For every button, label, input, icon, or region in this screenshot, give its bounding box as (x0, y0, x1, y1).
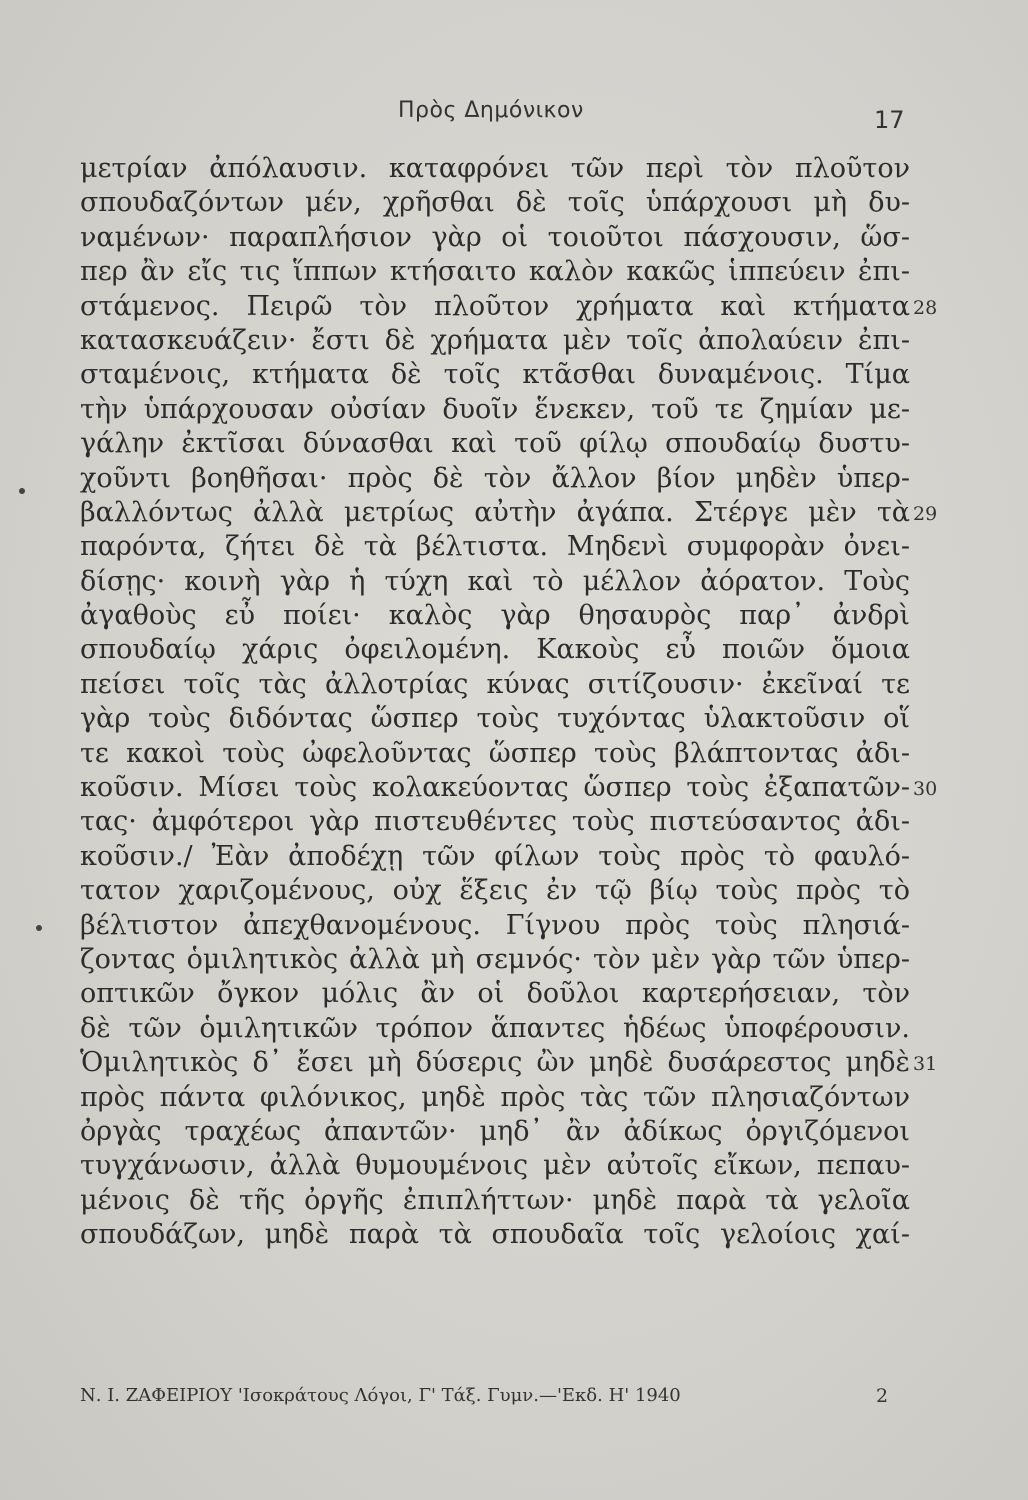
page-footer (80, 1385, 910, 1415)
section-number: 31 (913, 1053, 938, 1076)
text-line: κοῦσιν. Μίσει τοὺς κολακεύοντας ὥσπερ τοὺς ἐξαπατῶν- (80, 772, 910, 804)
text-line: μετρίαν ἀπόλαυσιν. καταφρόνει τῶν περὶ τὸν πλοῦτον (80, 153, 910, 184)
text-line: τυγχάνωσιν, ἀλλὰ θυμουμένοις μὲν αὐτοῖς εἴκων, πεπαυ- (80, 1150, 910, 1182)
margin-mark (36, 925, 42, 931)
running-head: Πρὸς Δημόνικον (398, 98, 584, 123)
text-line: σπουδάζων, μηδὲ παρὰ τὰ σπουδαῖα τοῖς γελοίοις χαί- (80, 1219, 910, 1251)
text-line: χοῦντι βοηθῆσαι· πρὸς δὲ τὸν ἄλλον βίον μηδὲν ὑπερ- (80, 462, 910, 494)
text-line: βαλλόντως ἀλλὰ μετρίως αὐτὴν ἀγάπα. Στέργε μὲν τὰ (80, 496, 910, 528)
section-number: 28 (913, 296, 938, 319)
footer-imprint: Ν. Ι. ΖΑΦΕΙΡΙΟΥ 'Ισοκράτους Λόγοι, Γ' Τάξ. Γυμν.—'Εκδ. Η' 1940 (80, 1385, 681, 1406)
text-line: περ ἂν εἴς τις ἵππων κτήσαιτο καλὸν κακῶς ἱππεύειν ἐπι- (80, 256, 910, 288)
text-line: τε κακοὶ τοὺς ὠφελοῦντας ὥσπερ τοὺς βλάπτοντας ἀδι- (80, 737, 910, 769)
text-line: μένοις δὲ τῆς ὀργῆς ἐπιπλήττων· μηδὲ παρὰ τὰ γελοῖα (80, 1184, 910, 1216)
text-line: δίσῃς· κοινὴ γὰρ ἡ τύχη καὶ τὸ μέλλον ἀόρατον. Τοὺς (80, 565, 910, 597)
text-line: ὀργὰς τραχέως ἀπαντῶν· μηδ᾽ ἂν ἀδίκως ὀργιζόμενοι (80, 1115, 910, 1147)
text-line: πείσει τοῖς τὰς ἀλλοτρίας κύνας σιτίζουσιν· ἐκεῖναί τε (80, 668, 910, 700)
text-line: ναμένων· παραπλήσιον γὰρ οἱ τοιοῦτοι πάσχουσιν, ὥσ- (80, 221, 910, 253)
text-line: Ὁμιλητικὸς δ᾽ ἔσει μὴ δύσερις ὢν μηδὲ δυσάρεστος μηδὲ (80, 1047, 910, 1079)
text-line: τὴν ὑπάρχουσαν οὐσίαν δυοῖν ἕνεκεν, τοῦ τε ζημίαν με- (80, 393, 910, 425)
text-line: κοῦσιν./ Ἐὰν ἀποδέχῃ τῶν φίλων τοὺς πρὸς τὸ φαυλό- (80, 840, 910, 872)
page-header (0, 98, 1028, 138)
text-line: οπτικῶν ὄγκον μόλις ἂν οἱ δοῦλοι καρτερήσειαν, τὸν (80, 978, 910, 1010)
section-number: 30 (913, 778, 938, 801)
text-line: κατασκευάζειν· ἔστι δὲ χρήματα μὲν τοῖς ἀπολαύειν ἐπι- (80, 324, 910, 356)
section-number: 29 (913, 503, 938, 525)
margin-mark (19, 488, 25, 494)
text-line: δὲ τῶν ὁμιλητικῶν τρόπον ἅπαντες ἡδέως ὑποφέρουσιν. (80, 1012, 910, 1044)
text-line: ἀγαθοὺς εὖ ποίει· καλὸς γὰρ θησαυρὸς παρ᾽ ἀνδρὶ (80, 600, 910, 632)
text-line: παρόντα, ζήτει δὲ τὰ βέλτιστα. Μηδενὶ συμφορὰν ὀνει- (80, 531, 910, 563)
text-line: ζοντας ὁμιλητικὸς ἀλλὰ μὴ σεμνός· τὸν μὲν γὰρ τῶν ὑπερ- (80, 943, 910, 975)
text-line: στάμενος. Πειρῶ τὸν πλοῦτον χρήματα καὶ κτήματα (80, 290, 910, 322)
text-line: τας· ἀμφότεροι γὰρ πιστευθέντες τοὺς πιστεύσαντος ἀδι- (80, 806, 910, 838)
signature-mark: 2 (876, 1385, 889, 1407)
text-line: γάλην ἐκτῖσαι δύνασθαι καὶ τοῦ φίλῳ σπουδαίῳ δυστυ- (80, 428, 910, 460)
text-line: πρὸς πάντα φιλόνικος, μηδὲ πρὸς τὰς τῶν πλησιαζόντων (80, 1081, 910, 1113)
text-line: σπουδαίῳ χάρις ὀφειλομένη. Κακοὺς εὖ ποιῶν ὅμοια (80, 634, 910, 666)
text-line: βέλτιστον ἀπεχθανομένους. Γίγνου πρὸς τοὺς πλησιά- (80, 909, 910, 941)
text-line: γὰρ τοὺς διδόντας ὥσπερ τοὺς τυχόντας ὑλακτοῦσιν οἵ (80, 703, 910, 735)
body-text (80, 152, 910, 1253)
text-line: σταμένοις, κτήματα δὲ τοῖς κτᾶσθαι δυναμένοις. Τίμα (80, 359, 910, 391)
page-number: 17 (874, 106, 905, 134)
text-line: σπουδαζόντων μέν, χρῆσθαι δὲ τοῖς ὑπάρχουσι μὴ δυ- (80, 187, 910, 219)
text-line: τατον χαριζομένους, οὐχ ἕξεις ἐν τῷ βίῳ τοὺς πρὸς τὸ (80, 875, 910, 907)
